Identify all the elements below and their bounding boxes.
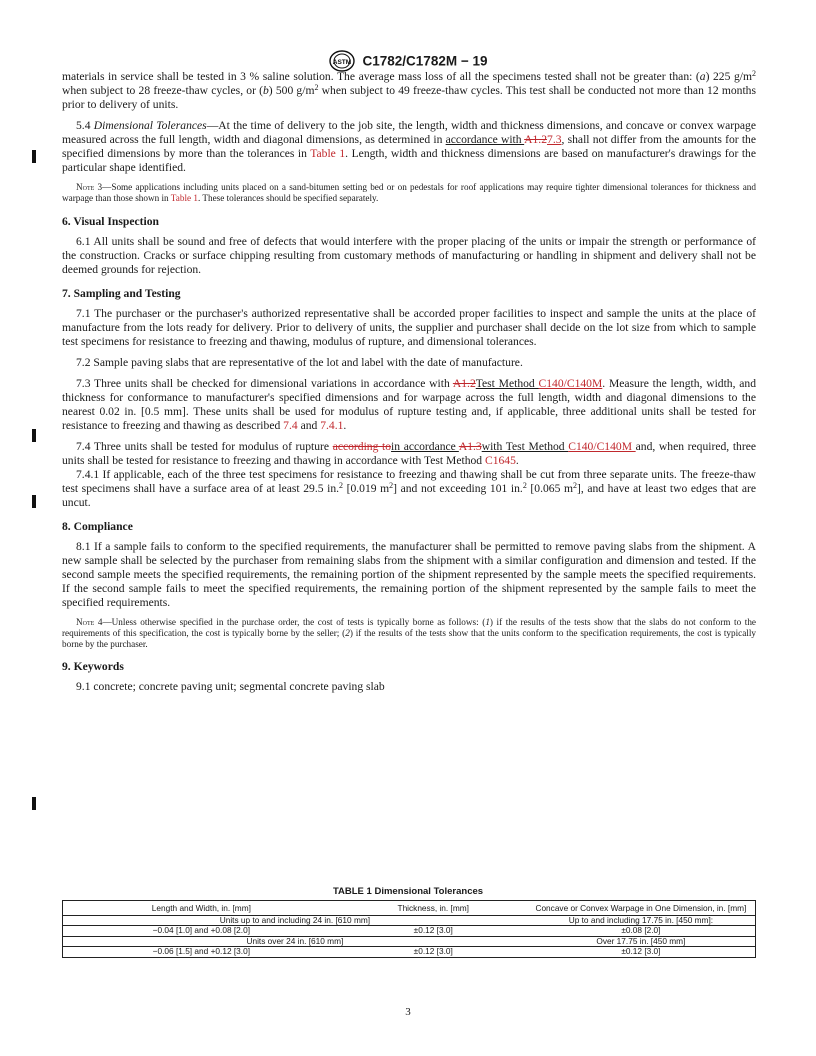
link-table-1[interactable]: Table 1 bbox=[310, 147, 346, 160]
table-row bbox=[63, 926, 756, 937]
heading-sampling-testing: 7. Sampling and Testing bbox=[62, 286, 181, 300]
dimensional-tolerances-table bbox=[62, 900, 756, 958]
table-cell: Over 17.75 in. [450 mm] bbox=[527, 936, 756, 947]
table-cell: ±0.08 [2.0] bbox=[527, 926, 756, 937]
heading-visual-inspection: 6. Visual Inspection bbox=[62, 214, 159, 228]
link-c140[interactable]: C140/C140M bbox=[538, 376, 603, 390]
note-4: Note 4—Unless otherwise specified in the purchase order, the cost of tests is typically borne as follows: (1) if the results of the tests show that the slabs do not conform to the requirements of this specification, the cost is typically borne by the seller; (2) if the results of the tests show that the units conform to the specification requirements, the cost is typically borne by the purchaser. bbox=[62, 616, 756, 650]
table-cell: −0.06 [1.5] and +0.12 [3.0] bbox=[152, 946, 251, 956]
change-bar bbox=[32, 429, 36, 442]
section-9-1: 9.1 concrete; concrete paving unit; segmental concrete paving slab bbox=[76, 680, 385, 694]
page-number: 3 bbox=[405, 1006, 411, 1018]
continued-paragraph: materials in service shall be tested in 3 % saline solution. The average mass loss of all the specimens tested shall not be greater than: (a) 225 $g/m^2$ when subject to 28 freeze-thaw cycles, or (b) 500 $g/m^2$ when subject to 49 freeze-thaw cycles. This test shall be conducted not more than 12 months prior to delivery of units. bbox=[62, 69, 756, 111]
heading-compliance: 8. Compliance bbox=[62, 519, 133, 533]
link-7-4[interactable]: 7.4 bbox=[283, 418, 298, 432]
section-7-4-1: 7.4.1 If applicable, each of the three test specimens for resistance to freezing and thawing shall be cut from three separate units. The freeze-thaw test specimens shall have a surface area of at least 29.5 in.$^2$ [0.019 $m^2$] and not exceeding 101 in.$^2$ [0.065 $m^2$], and have at least two edges that are uncut. bbox=[62, 467, 756, 509]
table-header-cell: Length and Width, in. [mm] bbox=[63, 901, 340, 916]
table-cell: Units up to and including 24 in. [610 mm] bbox=[63, 915, 527, 926]
table-cell: Up to and including 17.75 in. [450 mm]: bbox=[527, 915, 756, 926]
link-table-1-note[interactable]: Table 1 bbox=[170, 193, 198, 204]
table-cell: −0.04 [1.0] and +0.08 [2.0] bbox=[63, 926, 340, 937]
section-7-4: 7.4 Three units shall be tested for modulus of rupture according toin accordance A1.3with Test Method C140/C140M and, when required, three units shall be tested for resistance to freezing and thawing in accordance with Test Method C1645. bbox=[62, 439, 757, 467]
link-c140-2[interactable]: C140/C140M bbox=[568, 439, 636, 453]
section-7-1: 7.1 The purchaser or the purchaser's authorized representative shall be accorded proper facilities to inspect and sample the units at the place of manufacture from the lots ready for delivery. Prior to delivery of units, the supplier and purchaser shall decide on the lot size from which to sample test specimens for resistance to freezing and thawing, modulus of rupture, and dimensional tolerances. bbox=[62, 306, 756, 348]
link-c1645[interactable]: C1645 bbox=[484, 453, 516, 467]
section-5-4: 5.4 Dimensional Tolerances—At the time of delivery to the job site, the length, width and thickness dimensions, and concave or convex warpage measured across the full length, width and diagonal dimensions, as determined in accordance with A1.27.3, shall not differ from the amounts for the specified dimensions by more than the tolerances in Table 1. Length, width and thickness dimensions are based on manufacturer's drawings for the particular shape identified. bbox=[62, 119, 756, 174]
table-cell: ±0.12 [3.0] bbox=[413, 946, 453, 956]
logo-text: ASTM bbox=[332, 59, 351, 66]
section-8-1: 8.1 If a sample fails to conform to the specified requirements, the manufacturer shall be permitted to remove paving slabs from the shipment. A new sample shall be selected by the purchaser from remaining slabs from the shipment with a similar configuration and dimension and tested. If the second sample meets the specified requirements, the remaining portion of the shipment represented by the sample meets the specified requirements. If the second sample fails to meet the specified requirements, the remaining portion of the shipment represented by the sample fails to meet the specified requirements. bbox=[62, 539, 756, 609]
link-7-4-1[interactable]: 7.4.1 bbox=[320, 418, 344, 432]
table-row bbox=[63, 947, 756, 958]
table-cell: ±0.12 [3.0] bbox=[621, 946, 661, 956]
note-3: Note 3—Some applications including units placed on a sand-bitumen setting bed or on pedestals for roof applications may require tighter dimensional tolerances for thickness and warpage than those shown in Table 1. These tolerances should be specified separately. bbox=[62, 182, 756, 204]
link-7-3[interactable]: 7.3 bbox=[547, 133, 562, 146]
astm-logo-icon bbox=[329, 50, 355, 72]
section-7-2: 7.2 Sample paving slabs that are representative of the lot and label with the date of manufacture. bbox=[76, 355, 523, 369]
document-body bbox=[62, 70, 756, 701]
table-cell: ±0.12 [3.0] bbox=[340, 926, 527, 937]
document-designation: C1782/C1782M − 19 bbox=[362, 53, 488, 69]
table-row bbox=[63, 915, 756, 926]
change-bar bbox=[32, 150, 36, 163]
heading-keywords: 9. Keywords bbox=[62, 660, 124, 674]
table-header-cell: Concave or Convex Warpage in One Dimension, in. [mm] bbox=[527, 901, 756, 916]
table-title: TABLE 1 Dimensional Tolerances bbox=[332, 886, 484, 897]
section-7-3: 7.3 Three units shall be checked for dimensional variations in accordance with A1.2Test Method C140/C140M. Measure the length, width, and thickness for conformance to manufacturer's specified dimensions and for warpage across the full length, width and diagonal dimensions to the nearest 0.02 in. [0.5 mm]. These units shall be used for modulus of rupture testing and, if applicable, three additional units shall be tested for resistance to freezing and thawing as described 7.4 and 7.4.1. bbox=[62, 376, 757, 432]
change-bar bbox=[32, 797, 36, 810]
section-6-1: 6.1 All units shall be sound and free of defects that would interfere with the proper placing of the units or impair the strength or performance of the construction. Cracks or surface chipping resulting from customary methods of manufacturing or handling in shipment and delivery shall not be deemed grounds for rejection. bbox=[62, 234, 756, 276]
table-cell: Units over 24 in. [610 mm] bbox=[63, 936, 527, 947]
table-header-cell: Thickness, in. [mm] bbox=[340, 901, 527, 916]
page-header bbox=[0, 50, 816, 72]
change-bar bbox=[32, 495, 36, 508]
table-row bbox=[63, 936, 756, 947]
